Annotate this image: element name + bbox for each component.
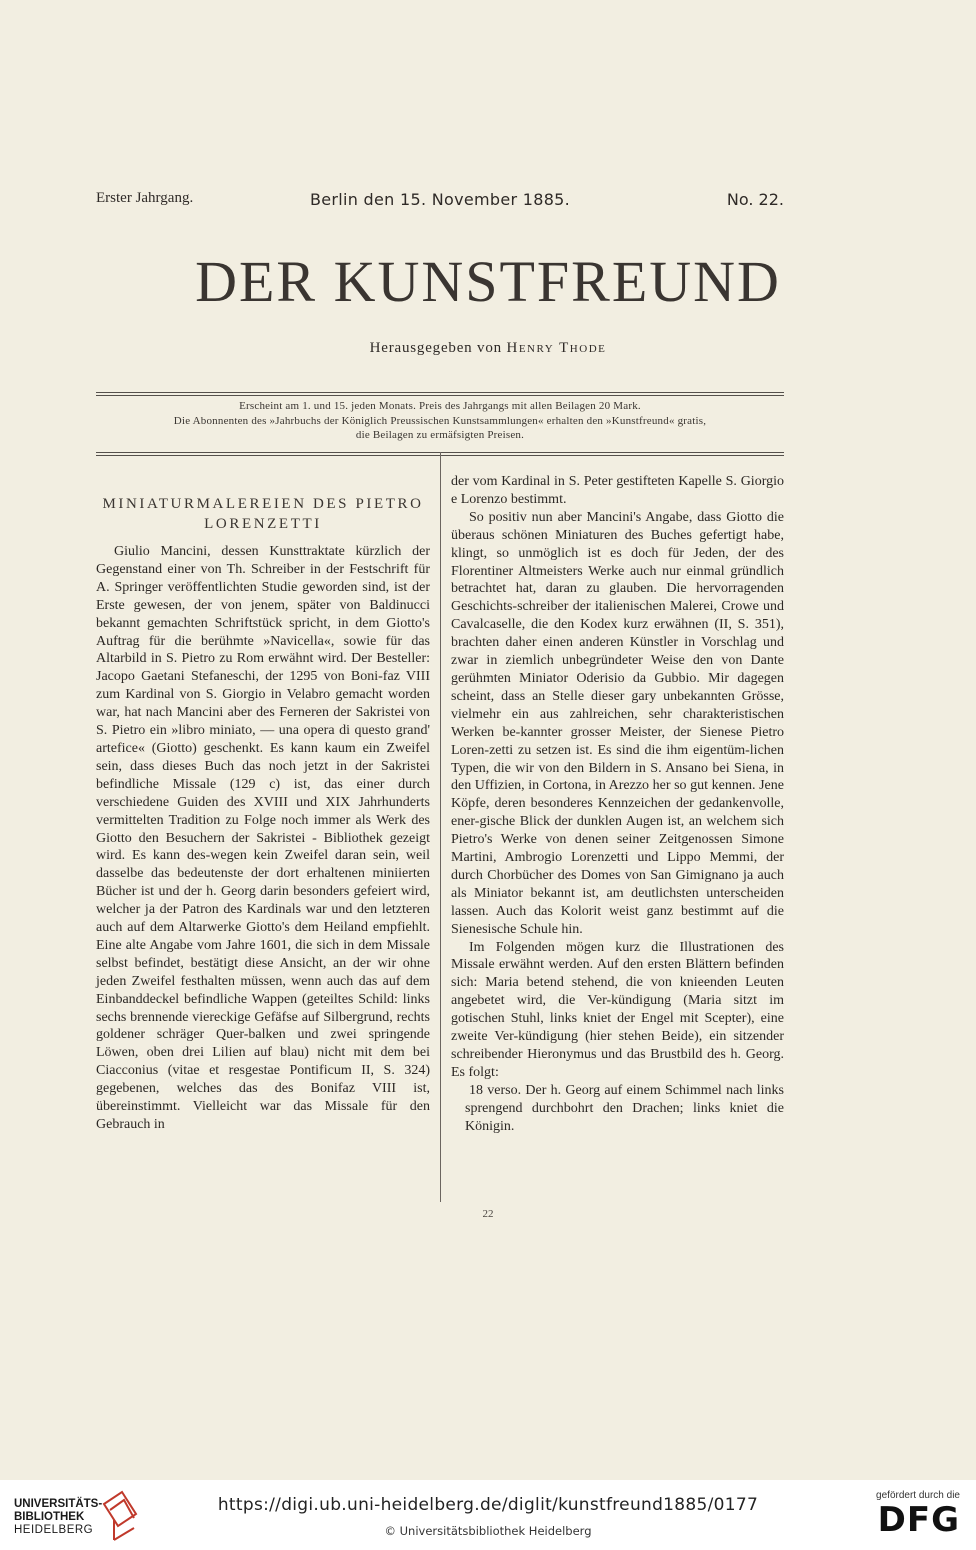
subscription-notice [96,399,784,443]
permalink-url[interactable]: https://digi.ub.uni-heidelberg.de/diglit/kunstfreund1885/0177 [217,1495,759,1515]
dfg-logo: DFG [877,1500,960,1540]
issue-number: No. 22. [726,190,784,209]
notice-line-1: Erscheint am 1. und 15. jeden Monats. Preis des Jahrgangs mit allen Beilagen 20 Mark. [239,400,641,412]
page-number: 22 [482,1208,494,1220]
issue-date: Berlin den 15. November 1885. [309,190,571,209]
library-line-2: BIBLIOTHEK [14,1511,85,1523]
editor-name: Henry Thode [506,340,607,356]
article-title: MINIATURMALEREIEN DES PIETRO LORENZETTI [102,496,424,532]
editor-prefix: Herausgegeben von [369,340,502,356]
masthead [96,190,784,212]
paragraph: der vom Kardinal in S. Peter gestifteten Kapelle S. Giorgio e Lorenzo bestimmt. [451,474,784,507]
library-line-1: UNIVERSITÄTS- [14,1498,103,1510]
sponsor-label: gefördert durch die [876,1490,960,1501]
notice-line-3: die Beilagen zu ermäfsigten Preisen. [355,429,525,441]
copyright-notice: © Universitätsbibliothek Heidelberg [384,1524,592,1538]
paragraph: Im Folgenden mögen kurz die Illustrationen des Missale erwähnt werden. Auf den ersten Blättern befinden sich: Maria betend stehend, die von knieenden Leuten angebetet wird, die Ver-kündigung (Maria sitzt im gotischen Stuhl, links kniet der Engel mit Scepter), eine zweite Ver-kündigung (hier stehen Beide), ein sitzender schreibender Hieronymus und das Brustbild des h. Georg. Es folgt: [451,939,784,1080]
paragraph: Giulio Mancini, dessen Kunsttraktate kürzlich der Gegenstand einer von Th. Schreiber in der Festschrift für A. Springer veröffentlichten Studie geworden sind, ist der Erste gewesen, der von jenem, später von Baldinucci bekannt gemachten Schriftstück spricht, in dem Giotto's Auftrag für die berühmte »Navicella«, sowie für das Altarbild in S. Pietro zu Rom erwähnt wird. Der Besteller: Jacopo Gaetani Stefaneschi, der 1295 von Boni-faz VIII zum Kardinal von S. Giorgio in Velabro gemacht worden war, hat nach Mancini aber des Ferneren der Sakristei von S. Pietro ein »libro miniato, — una opera di questo grand' artefice« (Giotto) geschenkt. Es kann kaum ein Zweifel sein, dass dieses Buch das noch jetzt in der Sakristei befindliche Missale (129 c) ist, das einer durch verschiedene Guiden des XVIII und XIX Jahrhunderts vermittelten Tradition zu Folge noch immer als Werk des Giotto den Besuchern der Sakristei - Bibliothek gezeigt wird. Es kann des-wegen kein Zweifel daran sein, weil dasselbe das bedeutenste der dort erhaltenen miniierten Bücher ist und der h. Georg darin besonders gefeiert wird, welcher ja der Patron des Kardinals war und den letzteren auch auf dem Altarwerke Giotto's dem Heiland empfiehlt. Eine alte Angabe vom Jahre 1601, die sich in dem Missale selbst befindet, bestätigt diese Ansicht, an der wir ohne jeden Zweifel festhalten müssen, wenn auch das auf dem Einbanddeckel befindliche Wappen (geteiltes Schild: links sechs brennende viereckige Gefäfse auf Silbergrund, rechts goldener schräger Quer-balken und zwei springende Löwen, oben drei Lilien auf blau) nicht mit dem bei Ciacconius (vitae et resgestae Pontificum II, S. 324) gegebenen, welches das des Bonifaz VIII ist, übereinstimmt. Vielleicht war das Missale für den Gebrauch in [96,544,430,1132]
notice-line-2: Die Abonnenten des »Jahrbuchs der Königlich Preussischen Kunstsammlungen« erhalten den »Kunstfreund« gratis, [173,414,707,427]
journal-title: DER KUNSTFREUND [195,249,781,314]
paragraph: So positiv nun aber Mancini's Angabe, dass Giotto die überaus schönen Miniaturen des Buches gefertigt habe, klingt, so unmöglich ist es doch für Jeden, der des Florentiner Altmeisters Werke auch nur einmal gründlich betrachtet hat, daran zu glauben. Die hervorragenden Geschichts-schreiber der italienischen Malerei, Crowe und Cavalcaselle, die den Kodex kurz erwähnen (II, S. 351), brachten daher einen anderen Künstler in Vorschlag und zwar in ziemlich unbegründeter Weise den von Dante gerühmten Miniator Oderisio da Gubbio. Mir dagegen scheint, dass an Stelle dieser gary unbekannten Grösse, vielmehr ein aus zahlreichen, sehr charakteristischen Werken be-kannter grosser Meister, der Sienese Pietro Loren-zetti zu setzen ist. Es sind die ihm eigentüm-lichen Typen, die wir von den Bildern in S. Ansano bei Siena, in den Uffizien, in Cortona, in Arezzo her so gut kennen. Jene Köpfe, deren besonderes Kennzeichen der gedankenvolle, ener-gische Blick der dunklen Augen ist, an welchem sich Pietro's Werke von denen seiner Zeitgenossen Simone Martini, Ambrogio Lorenzetti und Lippo Memmi, der durch Chorbücher des Domes von San Gimignano ja auch als Miniator bekannt ist, am deutlichsten unterscheiden lassen. Auch das Kolorit weist ganz bestimmt auf die Sienesische Schule hin. [451,509,784,937]
library-line-3: HEIDELBERG [14,1524,94,1536]
left-column [96,543,430,1134]
paragraph: 18 verso. Der h. Georg auf einem Schimmel nach links sprengend durchbohrt den Drachen; links kniet die Königin. [465,1082,784,1134]
top-rule-double [96,395,784,396]
column-divider [440,452,441,1202]
right-column [451,473,784,1136]
editor-line [0,340,976,357]
volume-label: Erster Jahrgang. [96,190,194,206]
top-rule [96,392,784,393]
viewer-footer [0,1480,976,1550]
